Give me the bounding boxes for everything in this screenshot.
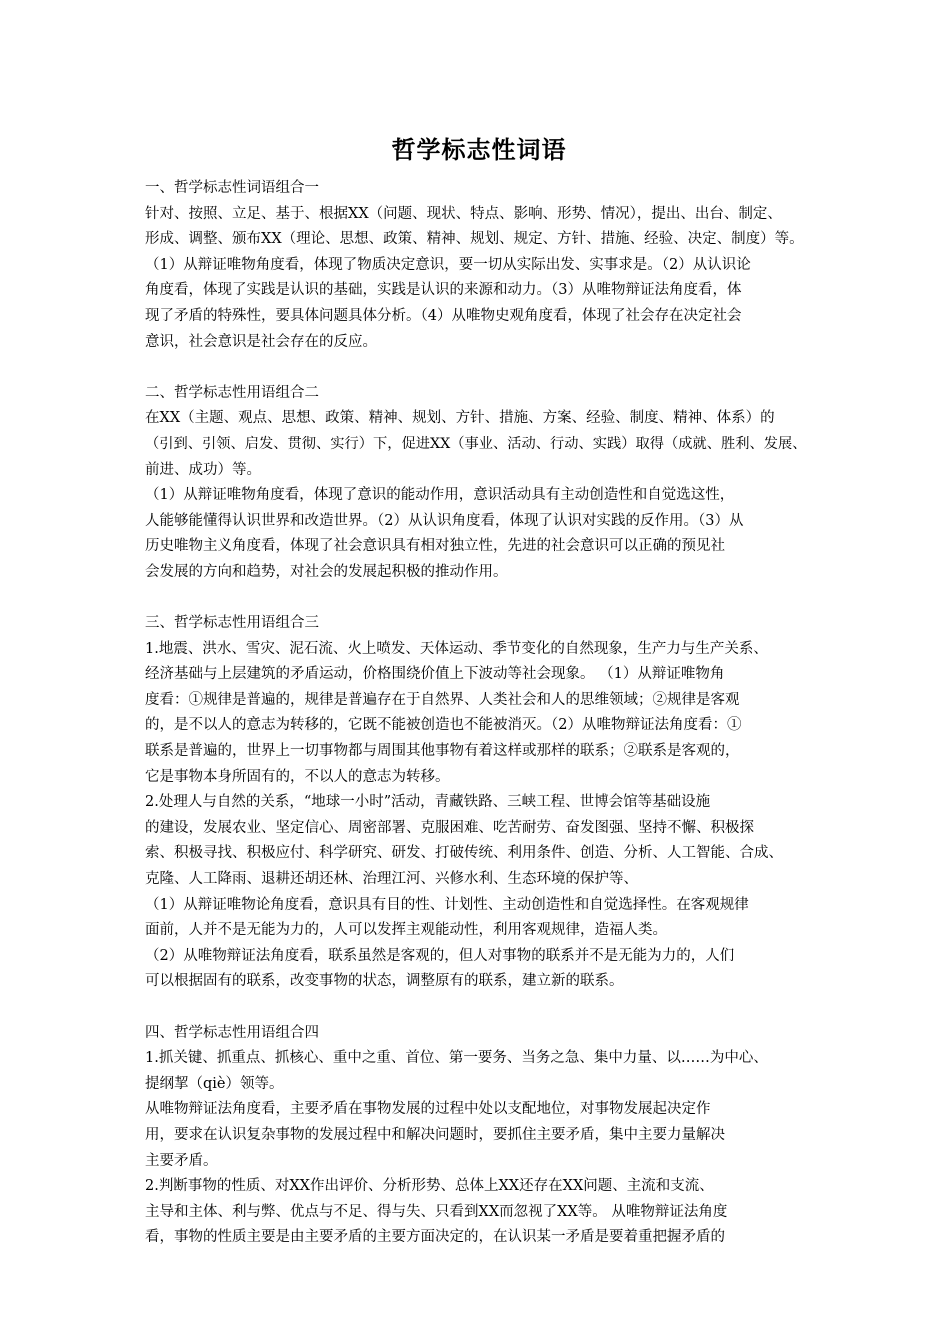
paragraph-line: 主导和主体、利与弊、优点与不足、得与失、只看到XX而忽视了XX等。 从唯物辩证法角度	[145, 1203, 728, 1220]
paragraph-line: 2.处理人与自然的关系，“地球一小时”活动，青藏铁路、三峡工程、世博会馆等基础设施	[145, 794, 711, 811]
paragraph-line: 经济基础与上层建筑的矛盾运动，价格围绕价值上下波动等社会现象。 （1）从辩证唯物角	[145, 666, 725, 683]
section-heading: 一、哲学标志性词语组合一	[145, 180, 319, 196]
paragraph-line: 看，事物的性质主要是由主要矛盾的主要方面决定的，在认识某一矛盾是要着重把握矛盾的	[145, 1229, 725, 1246]
paragraph-line: 度看：①规律是普遍的，规律是普遍存在于自然界、人类社会和人的思维领域；②规律是客观	[145, 691, 740, 708]
paragraph-line: 的，是不以人的意志为转移的，它既不能被创造也不能被消灭。（2）从唯物辩证法角度看：①	[145, 717, 742, 734]
paragraph-line: 人能够能懂得认识世界和改造世界。（2）从认识角度看，体现了认识对实践的反作用。（3）从	[145, 512, 744, 529]
paragraph-line: 角度看，体现了实践是认识的基础，实践是认识的来源和动力。（3）从唯物辩证法角度看，体	[145, 282, 742, 299]
section-3	[145, 611, 813, 995]
section-1	[145, 176, 813, 355]
paragraph-line: 形成、调整、颁布XX（理论、思想、政策、精神、规划、规定、方针、措施、经验、决定、制度）等。	[145, 231, 804, 248]
section-2	[145, 381, 813, 586]
section-heading: 四、哲学标志性用语组合四	[145, 1024, 319, 1041]
paragraph-line: （1）从辩证唯物角度看，体现了物质决定意识，要一切从实际出发、实事求是。（2）从认识论	[145, 256, 751, 273]
paragraph-line: 针对、按照、立足、基于、根据XX（问题、现状、特点、影响、形势、情况），提出、出台、制定、	[145, 205, 782, 222]
paragraph-line: 1.地震、洪水、雪灾、泥石流、火上喷发、天体运动、季节变化的自然现象，生产力与生产关系、	[145, 640, 768, 657]
paragraph-line: 索、积极寻找、积极应付、科学研究、研发、打破传统、利用条件、创造、分析、人工智能、合成、	[145, 845, 783, 862]
paragraph-line: 从唯物辩证法角度看，主要矛盾在事物发展的过程中处以支配地位，对事物发展起决定作	[145, 1101, 711, 1118]
document-title: 哲学标志性词语	[391, 135, 567, 164]
paragraph-line: 联系是普遍的，世界上一切事物都与周围其他事物有着这样或那样的联系；②联系是客观的，	[145, 743, 740, 760]
paragraph-line: 2.判断事物的性质、对XX作出评价、分析形势、总体上XX还存在XX问题、主流和支流、	[145, 1178, 714, 1195]
paragraph-line: （2）从唯物辩证法角度看，联系虽然是客观的，但人对事物的联系并不是无能为力的，人们	[145, 947, 735, 964]
blank-line	[145, 586, 813, 612]
paragraph-line: （1）从辩证唯物论角度看，意识具有目的性、计划性、主动创造性和自觉选择性。在客观规律	[145, 896, 749, 913]
paragraph-line: （1）从辩证唯物角度看，体现了意识的能动作用，意识活动具有主动创造性和自觉选这性，	[145, 487, 735, 504]
paragraph-line: 前进、成功）等。	[145, 461, 261, 478]
paragraph-line: 意识，社会意识是社会存在的反应。	[145, 333, 377, 350]
paragraph-line: 面前，人并不是无能为力的，人可以发挥主观能动性，利用客观规律，造福人类。	[145, 922, 667, 939]
document-page	[145, 130, 813, 1251]
paragraph-line: 历史唯物主义角度看，体现了社会意识具有相对独立性，先进的社会意识可以正确的预见社	[145, 538, 725, 555]
section-4	[145, 1021, 813, 1251]
paragraph-line: 在XX（主题、观点、思想、政策、精神、规划、方针、措施、方案、经验、制度、精神、体系）的	[145, 410, 775, 427]
paragraph-line: 1.抓关键、抓重点、抓核心、重中之重、首位、第一要务、当务之急、集中力量、以……为中心、	[145, 1050, 768, 1067]
blank-line	[145, 995, 813, 1021]
paragraph-line: 现了矛盾的特殊性，要具体问题具体分析。（4）从唯物史观角度看，体现了社会存在决定社会	[145, 307, 742, 324]
paragraph-line: 的建设，发展农业、坚定信心、周密部署、克服困难、吃苦耐劳、奋发图强、坚持不懈、积极探	[145, 819, 754, 836]
paragraph-line: 它是事物本身所固有的，不以人的意志为转移。	[145, 768, 450, 785]
paragraph-line: （引到、引领、启发、贯彻、实行）下，促进XX（事业、活动、行动、实践）取得（成就、胜利、发展、	[145, 435, 807, 452]
paragraph-line: 克隆、人工降雨、退耕还胡还林、治理江河、兴修水利、生态环境的保护等、	[145, 871, 638, 888]
paragraph-line: 提纲挈（qiè）领等。	[145, 1075, 284, 1092]
paragraph-line: 用，要求在认识复杂事物的发展过程中和解决问题时，要抓住主要矛盾，集中主要力量解决	[145, 1126, 725, 1143]
paragraph-line: 会发展的方向和趋势，对社会的发展起积极的推动作用。	[145, 563, 508, 580]
paragraph-line: 主要矛盾。	[145, 1152, 218, 1169]
section-heading: 二、哲学标志性用语组合二	[145, 384, 319, 401]
section-heading: 三、哲学标志性用语组合三	[145, 615, 319, 632]
paragraph-line: 可以根据固有的联系，改变事物的状态，调整原有的联系，建立新的联系。	[145, 973, 624, 990]
blank-line	[145, 355, 813, 381]
